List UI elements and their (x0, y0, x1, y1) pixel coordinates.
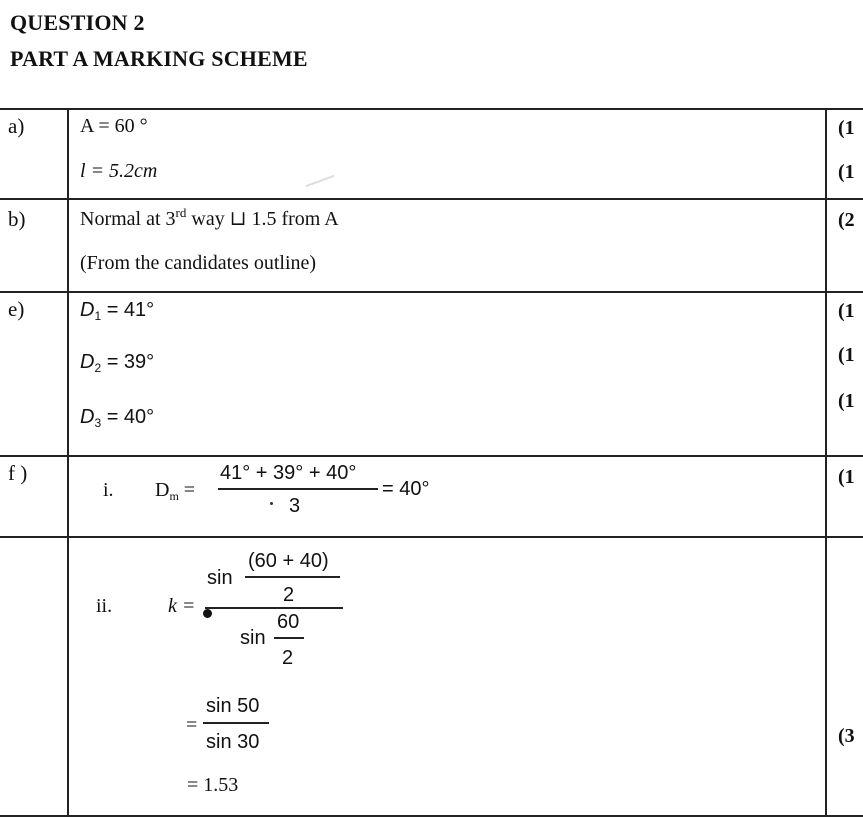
mark-f-i: (1 (838, 466, 855, 488)
k-main-bar (205, 607, 343, 609)
dm-fraction-bar (218, 488, 378, 490)
scan-bullet (203, 609, 212, 618)
part-i-label: i. (103, 479, 114, 501)
sin-top: sin (207, 567, 233, 589)
top-inner-denominator: 2 (283, 584, 295, 606)
marking-scheme-title: PART A MARKING SCHEME (10, 46, 308, 71)
step2-bar (203, 722, 269, 724)
row-divider-ef (0, 455, 863, 457)
mark-a-1: (1 (838, 117, 855, 139)
mark-a-2: (1 (838, 161, 855, 183)
answer-a-angle: A = 60 ° (80, 115, 148, 137)
mark-e-2: (1 (838, 344, 855, 366)
dm-denominator: 3 (289, 495, 301, 517)
answer-e-d2: D2 = 39° (80, 351, 155, 375)
dm-lhs: Dm = (155, 479, 196, 503)
answer-b-line1: Normal at 3rd way ⊔ 1.5 from A (80, 205, 339, 230)
column-divider-marks (825, 108, 827, 817)
bottom-inner-bar (274, 637, 304, 639)
step2-denominator: sin 30 (206, 731, 260, 753)
mark-e-3: (1 (838, 390, 855, 412)
mark-f-ii: (3 (838, 725, 855, 747)
k-lhs: k = (168, 595, 196, 617)
row-label-a: a) (8, 114, 25, 138)
question-title: QUESTION 2 (10, 10, 145, 35)
row-label-e: e) (8, 297, 25, 321)
bottom-inner-denominator: 2 (282, 647, 294, 669)
answer-e-d3: D3 = 40° (80, 406, 155, 430)
step2-eq: = (186, 714, 198, 736)
scan-dot (270, 502, 273, 505)
row-divider-f-sub (0, 536, 863, 538)
answer-e-d1: D1 = 41° (80, 299, 155, 323)
scan-smudge (306, 175, 335, 187)
step3-result: = 1.53 (187, 774, 239, 796)
row-divider-be (0, 291, 863, 293)
answer-a-length: l = 5.2cm (80, 160, 158, 182)
row-label-f: f ) (8, 461, 28, 485)
top-inner-numerator: (60 + 40) (248, 550, 329, 572)
step2-numerator: sin 50 (206, 695, 260, 717)
top-inner-bar (245, 576, 340, 578)
row-divider-ab (0, 198, 863, 200)
table-top-border (0, 108, 863, 110)
sin-bottom: sin (240, 627, 266, 649)
dm-result: = 40° (382, 478, 430, 500)
column-divider-label (67, 108, 69, 817)
mark-e-1: (1 (838, 300, 855, 322)
dm-numerator: 41° + 39° + 40° (220, 462, 357, 484)
bottom-inner-numerator: 60 (277, 611, 300, 633)
answer-b-line2: (From the candidates outline) (80, 252, 317, 274)
part-ii-label: ii. (96, 595, 113, 617)
mark-b: (2 (838, 209, 855, 231)
row-label-b: b) (8, 207, 26, 231)
table-bottom-border (0, 815, 863, 817)
